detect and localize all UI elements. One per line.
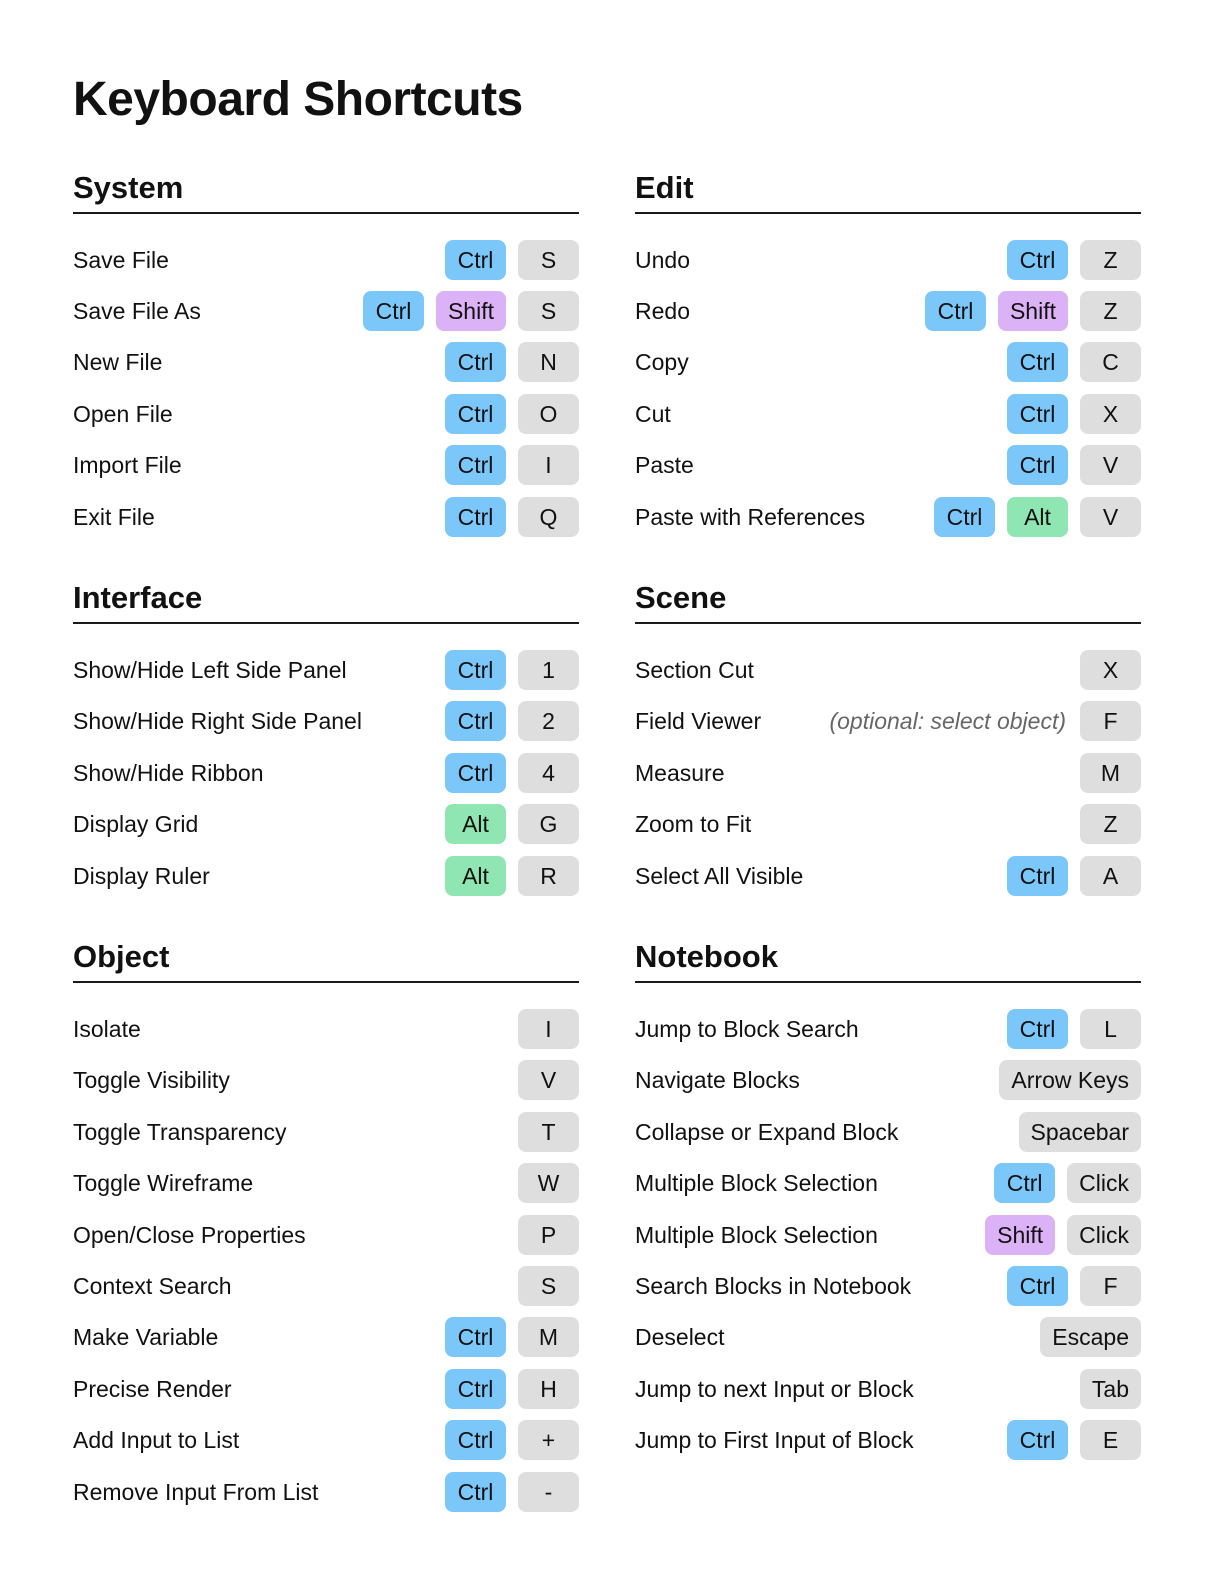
shortcut-label: Remove Input From List bbox=[73, 1478, 319, 1505]
shortcut-label: Display Grid bbox=[73, 811, 199, 838]
section-object bbox=[73, 937, 579, 1517]
section-title: Scene bbox=[635, 578, 1141, 624]
key-combo bbox=[1007, 1420, 1141, 1460]
shortcut-label: Display Ruler bbox=[73, 862, 210, 889]
key-ctrl: Ctrl bbox=[925, 291, 986, 331]
key-combo bbox=[925, 291, 1141, 331]
key-ctrl: Ctrl bbox=[445, 394, 506, 434]
shortcut-row bbox=[73, 1157, 579, 1208]
key-i: I bbox=[518, 1009, 579, 1049]
section-edit bbox=[635, 168, 1141, 542]
key-combo bbox=[445, 1472, 579, 1512]
key-combo bbox=[518, 1112, 579, 1152]
shortcut-row bbox=[73, 747, 579, 798]
shortcut-label: Show/Hide Right Side Panel bbox=[73, 708, 362, 735]
shortcut-label: Deselect bbox=[635, 1324, 725, 1351]
shortcut-label: Zoom to Fit bbox=[635, 811, 752, 838]
key-ctrl: Ctrl bbox=[445, 753, 506, 793]
shortcut-label: Redo bbox=[635, 298, 690, 325]
section-interface bbox=[73, 578, 579, 901]
shortcut-row bbox=[73, 337, 579, 388]
shortcut-row bbox=[73, 1209, 579, 1260]
shortcut-row bbox=[635, 850, 1141, 901]
key-ctrl: Ctrl bbox=[445, 1317, 506, 1357]
key-combo bbox=[445, 1369, 579, 1409]
shortcut-label: Context Search bbox=[73, 1272, 232, 1299]
key-combo bbox=[518, 1163, 579, 1203]
key-l: L bbox=[1080, 1009, 1141, 1049]
shortcut-row bbox=[635, 285, 1141, 336]
shortcut-row bbox=[635, 1312, 1141, 1363]
shortcut-label: Collapse or Expand Block bbox=[635, 1118, 899, 1145]
shortcut-row bbox=[635, 644, 1141, 695]
key-ctrl: Ctrl bbox=[445, 1472, 506, 1512]
shortcut-label: Multiple Block Selection bbox=[635, 1221, 878, 1248]
shortcut-list bbox=[635, 983, 1141, 1466]
key-z: Z bbox=[1080, 240, 1141, 280]
key-z: Z bbox=[1080, 291, 1141, 331]
key-ctrl: Ctrl bbox=[1007, 1009, 1068, 1049]
shortcut-label: Toggle Wireframe bbox=[73, 1170, 254, 1197]
key-ctrl: Ctrl bbox=[445, 342, 506, 382]
shortcut-label: Multiple Block Selection bbox=[635, 1170, 878, 1197]
shortcut-row bbox=[635, 491, 1141, 542]
key-a: A bbox=[1080, 856, 1141, 896]
shortcut-row bbox=[635, 799, 1141, 850]
shortcut-row bbox=[73, 440, 579, 491]
key-combo bbox=[1080, 1369, 1141, 1409]
key-shift: Shift bbox=[436, 291, 506, 331]
key-i: I bbox=[518, 445, 579, 485]
key-s: S bbox=[518, 240, 579, 280]
shortcut-row bbox=[73, 1414, 579, 1465]
shortcut-row bbox=[73, 850, 579, 901]
key-combo bbox=[445, 342, 579, 382]
shortcut-list bbox=[635, 624, 1141, 901]
key-arrow-keys: Arrow Keys bbox=[999, 1060, 1141, 1100]
key-ctrl: Ctrl bbox=[445, 701, 506, 741]
shortcut-list bbox=[73, 624, 579, 901]
key-plus: + bbox=[518, 1420, 579, 1460]
key-g: G bbox=[518, 804, 579, 844]
shortcut-row bbox=[73, 696, 579, 747]
key-ctrl: Ctrl bbox=[445, 1420, 506, 1460]
key-combo bbox=[445, 240, 579, 280]
key-x: X bbox=[1080, 650, 1141, 690]
key-spacebar: Spacebar bbox=[1019, 1112, 1141, 1152]
key-combo bbox=[445, 804, 579, 844]
shortcut-row bbox=[73, 1003, 579, 1054]
shortcut-row bbox=[635, 388, 1141, 439]
section-title: Notebook bbox=[635, 937, 1141, 983]
key-x: X bbox=[1080, 394, 1141, 434]
shortcut-row bbox=[73, 1106, 579, 1157]
key-alt: Alt bbox=[445, 804, 506, 844]
shortcut-row bbox=[635, 747, 1141, 798]
shortcut-row bbox=[635, 234, 1141, 285]
shortcut-row bbox=[73, 644, 579, 695]
key-combo bbox=[1040, 1317, 1141, 1357]
shortcut-label: Navigate Blocks bbox=[635, 1067, 800, 1094]
key-t: T bbox=[518, 1112, 579, 1152]
key-ctrl: Ctrl bbox=[363, 291, 424, 331]
key-combo bbox=[829, 701, 1141, 741]
shortcut-row bbox=[635, 1363, 1141, 1414]
shortcut-row bbox=[73, 234, 579, 285]
shortcut-label: Jump to Block Search bbox=[635, 1015, 859, 1042]
key-ctrl: Ctrl bbox=[1007, 342, 1068, 382]
shortcut-label: Cut bbox=[635, 400, 671, 427]
shortcut-row bbox=[73, 491, 579, 542]
shortcut-row bbox=[73, 285, 579, 336]
shortcut-note: (optional: select object) bbox=[829, 707, 1066, 734]
key-combo bbox=[445, 1317, 579, 1357]
key-minus: - bbox=[518, 1472, 579, 1512]
section-title: Interface bbox=[73, 578, 579, 624]
key-alt: Alt bbox=[445, 856, 506, 896]
shortcut-row bbox=[73, 799, 579, 850]
shortcut-label: Save File bbox=[73, 246, 169, 273]
key-combo bbox=[1007, 856, 1141, 896]
key-combo bbox=[1080, 650, 1141, 690]
key-ctrl: Ctrl bbox=[445, 650, 506, 690]
column-left bbox=[73, 168, 579, 1553]
key-combo bbox=[518, 1215, 579, 1255]
shortcut-row bbox=[635, 1157, 1141, 1208]
section-scene bbox=[635, 578, 1141, 901]
shortcut-label: Measure bbox=[635, 759, 725, 786]
shortcut-label: Show/Hide Left Side Panel bbox=[73, 657, 347, 684]
key-combo bbox=[445, 856, 579, 896]
shortcut-row bbox=[635, 1260, 1141, 1311]
key-shift: Shift bbox=[998, 291, 1068, 331]
key-click: Click bbox=[1067, 1163, 1141, 1203]
key-m: M bbox=[1080, 753, 1141, 793]
key-4: 4 bbox=[518, 753, 579, 793]
key-combo bbox=[445, 445, 579, 485]
shortcut-row bbox=[635, 1003, 1141, 1054]
key-combo bbox=[445, 753, 579, 793]
shortcut-label: Paste with References bbox=[635, 503, 866, 530]
key-s: S bbox=[518, 1266, 579, 1306]
shortcut-row bbox=[635, 1106, 1141, 1157]
key-combo bbox=[999, 1060, 1141, 1100]
shortcut-row bbox=[635, 1209, 1141, 1260]
key-q: Q bbox=[518, 497, 579, 537]
key-n: N bbox=[518, 342, 579, 382]
shortcut-row bbox=[73, 1055, 579, 1106]
shortcut-row bbox=[73, 1466, 579, 1517]
shortcut-row bbox=[635, 1414, 1141, 1465]
key-ctrl: Ctrl bbox=[1007, 856, 1068, 896]
shortcut-row bbox=[635, 696, 1141, 747]
shortcut-label: Add Input to List bbox=[73, 1427, 240, 1454]
key-r: R bbox=[518, 856, 579, 896]
key-ctrl: Ctrl bbox=[445, 1369, 506, 1409]
key-ctrl: Ctrl bbox=[994, 1163, 1055, 1203]
key-f: F bbox=[1080, 701, 1141, 741]
shortcut-label: Copy bbox=[635, 349, 689, 376]
shortcut-label: Field Viewer bbox=[635, 708, 762, 735]
shortcut-row bbox=[73, 388, 579, 439]
key-combo bbox=[1080, 804, 1141, 844]
column-right bbox=[635, 168, 1141, 1502]
shortcut-label: Import File bbox=[73, 452, 182, 479]
shortcut-label: New File bbox=[73, 349, 163, 376]
key-w: W bbox=[518, 1163, 579, 1203]
section-title: System bbox=[73, 168, 579, 214]
key-z: Z bbox=[1080, 804, 1141, 844]
shortcut-label: Select All Visible bbox=[635, 862, 804, 889]
key-ctrl: Ctrl bbox=[445, 445, 506, 485]
key-combo bbox=[445, 650, 579, 690]
shortcut-label: Undo bbox=[635, 246, 690, 273]
key-ctrl: Ctrl bbox=[1007, 240, 1068, 280]
key-ctrl: Ctrl bbox=[1007, 445, 1068, 485]
shortcut-row bbox=[635, 337, 1141, 388]
key-v: V bbox=[1080, 445, 1141, 485]
key-combo bbox=[1019, 1112, 1141, 1152]
key-c: C bbox=[1080, 342, 1141, 382]
shortcut-label: Paste bbox=[635, 452, 694, 479]
key-p: P bbox=[518, 1215, 579, 1255]
key-ctrl: Ctrl bbox=[1007, 394, 1068, 434]
shortcut-row bbox=[635, 1055, 1141, 1106]
key-combo bbox=[1007, 342, 1141, 382]
shortcut-list bbox=[73, 214, 579, 542]
key-combo bbox=[1007, 1266, 1141, 1306]
key-ctrl: Ctrl bbox=[1007, 1266, 1068, 1306]
key-combo bbox=[1080, 753, 1141, 793]
key-alt: Alt bbox=[1007, 497, 1068, 537]
key-combo bbox=[518, 1009, 579, 1049]
key-combo bbox=[985, 1215, 1141, 1255]
key-combo bbox=[994, 1163, 1141, 1203]
shortcut-label: Show/Hide Ribbon bbox=[73, 759, 264, 786]
shortcut-row bbox=[635, 440, 1141, 491]
shortcut-label: Save File As bbox=[73, 298, 201, 325]
shortcut-label: Open/Close Properties bbox=[73, 1221, 306, 1248]
key-combo bbox=[934, 497, 1141, 537]
shortcut-row bbox=[73, 1260, 579, 1311]
key-combo bbox=[445, 497, 579, 537]
key-s: S bbox=[518, 291, 579, 331]
key-f: F bbox=[1080, 1266, 1141, 1306]
shortcut-label: Jump to First Input of Block bbox=[635, 1427, 914, 1454]
shortcut-label: Precise Render bbox=[73, 1375, 232, 1402]
key-v: V bbox=[518, 1060, 579, 1100]
section-system bbox=[73, 168, 579, 542]
shortcut-list bbox=[635, 214, 1141, 542]
section-title: Object bbox=[73, 937, 579, 983]
shortcut-label: Section Cut bbox=[635, 657, 754, 684]
shortcut-label: Exit File bbox=[73, 503, 155, 530]
shortcut-list bbox=[73, 983, 579, 1517]
shortcut-label: Make Variable bbox=[73, 1324, 219, 1351]
key-2: 2 bbox=[518, 701, 579, 741]
key-e: E bbox=[1080, 1420, 1141, 1460]
key-ctrl: Ctrl bbox=[1007, 1420, 1068, 1460]
key-h: H bbox=[518, 1369, 579, 1409]
key-ctrl: Ctrl bbox=[934, 497, 995, 537]
shortcut-label: Search Blocks in Notebook bbox=[635, 1272, 912, 1299]
shortcut-row bbox=[73, 1312, 579, 1363]
key-combo bbox=[445, 701, 579, 741]
key-tab: Tab bbox=[1080, 1369, 1141, 1409]
key-combo bbox=[1007, 445, 1141, 485]
shortcut-label: Open File bbox=[73, 400, 173, 427]
key-1: 1 bbox=[518, 650, 579, 690]
key-combo bbox=[1007, 394, 1141, 434]
page-title: Keyboard Shortcuts bbox=[73, 73, 523, 126]
key-combo bbox=[1007, 1009, 1141, 1049]
shortcut-row bbox=[73, 1363, 579, 1414]
key-combo bbox=[445, 394, 579, 434]
key-combo bbox=[1007, 240, 1141, 280]
key-combo bbox=[518, 1060, 579, 1100]
key-combo bbox=[445, 1420, 579, 1460]
key-ctrl: Ctrl bbox=[445, 497, 506, 537]
key-combo bbox=[363, 291, 579, 331]
section-notebook bbox=[635, 937, 1141, 1466]
key-combo bbox=[518, 1266, 579, 1306]
key-o: O bbox=[518, 394, 579, 434]
key-click: Click bbox=[1067, 1215, 1141, 1255]
key-v: V bbox=[1080, 497, 1141, 537]
key-shift: Shift bbox=[985, 1215, 1055, 1255]
key-escape: Escape bbox=[1040, 1317, 1141, 1357]
shortcut-label: Isolate bbox=[73, 1015, 141, 1042]
shortcut-label: Toggle Visibility bbox=[73, 1067, 230, 1094]
key-ctrl: Ctrl bbox=[445, 240, 506, 280]
shortcut-label: Jump to next Input or Block bbox=[635, 1375, 914, 1402]
key-m: M bbox=[518, 1317, 579, 1357]
section-title: Edit bbox=[635, 168, 1141, 214]
shortcut-label: Toggle Transparency bbox=[73, 1118, 287, 1145]
